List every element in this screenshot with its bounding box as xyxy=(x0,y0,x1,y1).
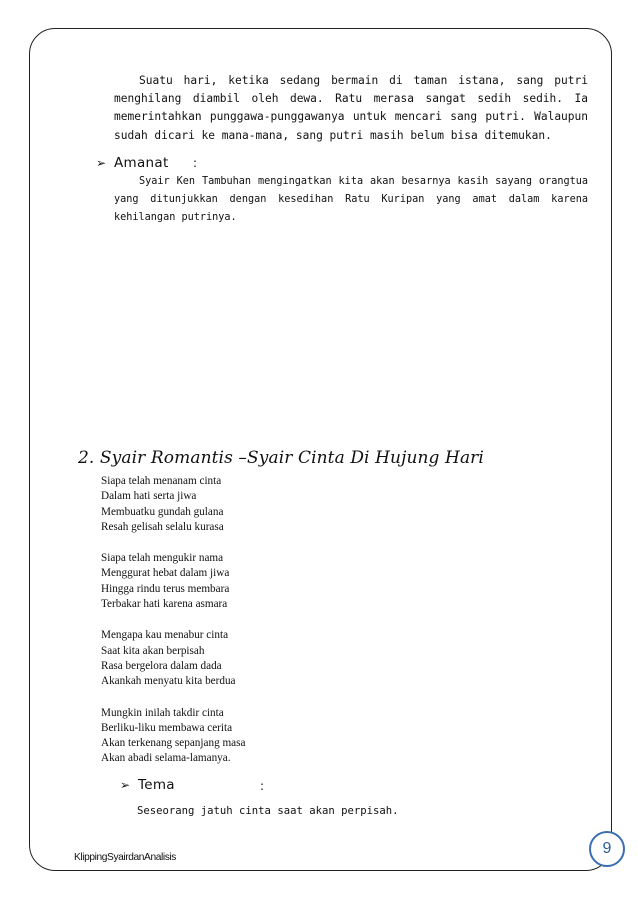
amanat-colon: : xyxy=(193,156,198,170)
tema-text: Seseorang jatuh cinta saat akan perpisah. xyxy=(137,805,399,817)
poem-line: Menggurat hebat dalam jiwa xyxy=(101,567,230,580)
tema-label: Tema xyxy=(138,777,175,793)
story-paragraph: Suatu hari, ketika sedang bermain di taman istana, sang putri menghilang diambil oleh dewa. Ratu merasa sangat sedih sedih. Ia memerintahkan punggawa-punggawanya untuk mencari sang putri. Walaupun sudah dicari ke mana-mana, sang putri masih belum bisa ditemukan. xyxy=(114,74,588,142)
poem-line: Saat kita akan berpisah xyxy=(101,644,205,657)
tema-bullet xyxy=(120,777,175,793)
amanat-label: Amanat xyxy=(114,155,169,171)
poem xyxy=(101,474,245,783)
poem-line: Hingga rindu terus membara xyxy=(101,582,230,595)
arrow-bullet-icon: ➢ xyxy=(120,778,131,792)
poem-line: Siapa telah menanam cinta xyxy=(101,475,222,487)
poem-line: Dalam hati serta jiwa xyxy=(101,490,197,503)
poem-stanza xyxy=(101,628,245,689)
footer-text: KlippingSyairdanAnalisis xyxy=(74,852,176,863)
tema-colon: : xyxy=(260,779,265,793)
arrow-bullet-icon: ➢ xyxy=(96,156,107,170)
poem-line: Resah gelisah selalu kurasa xyxy=(101,520,224,533)
poem-stanza xyxy=(101,706,245,767)
amanat-bullet xyxy=(96,155,169,171)
poem-line: Akankah menyatu kita berdua xyxy=(101,675,236,688)
poem-line: Akan terkenang sepanjang masa xyxy=(101,737,246,750)
amanat-text: Syair Ken Tambuhan mengingatkan kita akan besarnya kasih sayang orangtua yang ditunjukkan dengan kesedihan Ratu Kuripan yang amat dalam karena kehilangan putrinya. xyxy=(114,176,588,223)
poem-stanza xyxy=(101,551,245,612)
poem-line: Berliku-liku membawa cerita xyxy=(101,721,233,734)
poem-line: Rasa bergelora dalam dada xyxy=(101,659,222,672)
poem-line: Terbakar hati karena asmara xyxy=(101,598,228,611)
page-number-badge: 9 xyxy=(589,831,625,867)
poem-line: Akan abadi selama-lamanya. xyxy=(101,752,231,765)
section-heading: 2. Syair Romantis –Syair Cinta Di Hujung Hari xyxy=(78,448,484,468)
poem-line: Mengapa kau menabur cinta xyxy=(101,629,229,642)
poem-stanza xyxy=(101,474,245,535)
poem-line: Siapa telah mengukir nama xyxy=(101,552,224,565)
poem-line: Mungkin inilah takdir cinta xyxy=(101,706,224,719)
poem-line: Membuatku gundah gulana xyxy=(101,505,224,518)
